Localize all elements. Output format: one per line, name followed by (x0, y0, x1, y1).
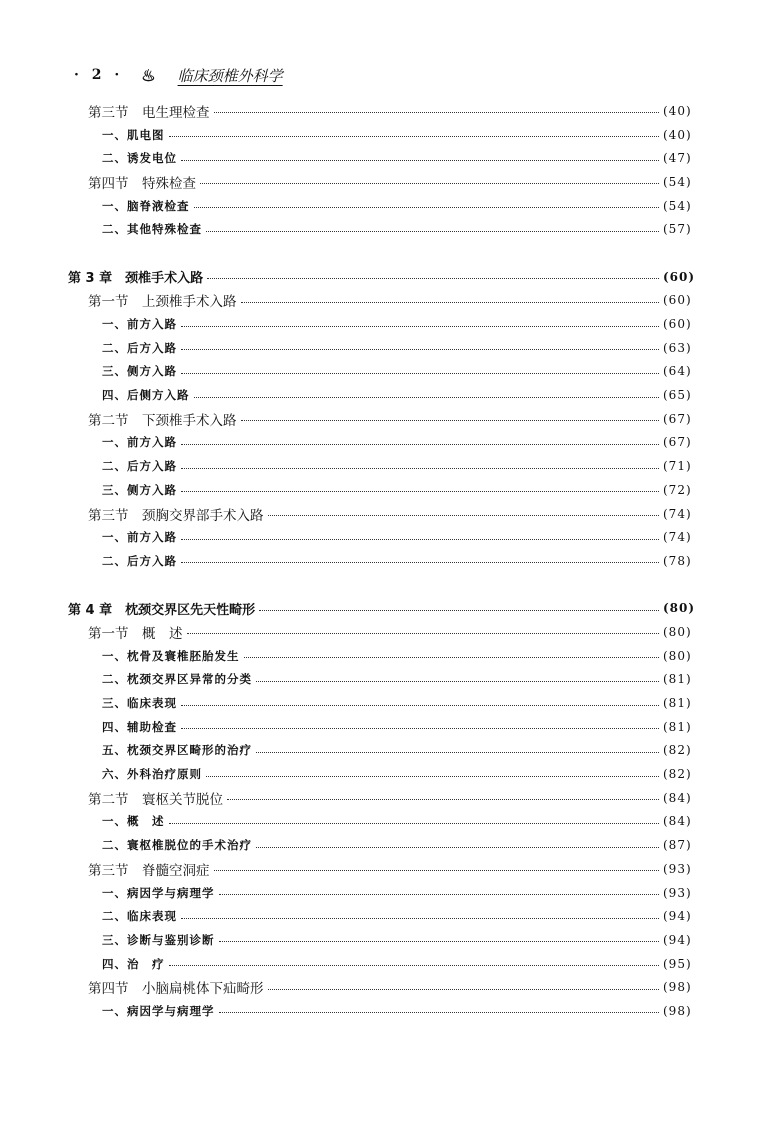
toc-item-entry[interactable] (0, 525, 697, 549)
toc-chapter-entry[interactable] (0, 596, 697, 620)
toc-item-entry[interactable] (0, 123, 697, 147)
entry-page-number: (40) (663, 103, 692, 118)
spacer (0, 241, 779, 265)
toc-item-entry[interactable] (0, 217, 697, 241)
dot-leader (181, 326, 659, 327)
toc-section-entry[interactable] (0, 407, 697, 431)
entry-title: 四、治 疗 (102, 956, 165, 971)
entry-page-number: (81) (663, 672, 692, 687)
entry-page-number: (94) (663, 932, 692, 947)
publisher-logo-icon: ♨ (141, 65, 156, 85)
entry-page-number: (47) (663, 151, 692, 166)
toc-item-entry[interactable] (0, 312, 697, 336)
toc-item-entry[interactable] (0, 833, 697, 857)
entry-page-number: (87) (663, 838, 692, 853)
dot-leader (256, 752, 659, 753)
entry-page-number: (82) (663, 767, 692, 782)
dot-leader (268, 515, 660, 516)
dot-leader (219, 941, 660, 942)
toc-item-entry[interactable] (0, 383, 697, 407)
entry-page-number: (80) (663, 601, 696, 616)
dot-leader (194, 207, 660, 208)
toc-chapter-entry[interactable] (0, 265, 697, 289)
toc-item-entry[interactable] (0, 691, 697, 715)
entry-title: 四、辅助检查 (102, 719, 177, 734)
entry-title: 一、前方入路 (102, 435, 177, 450)
entry-page-number: (71) (663, 459, 692, 474)
entry-page-number: (84) (663, 790, 692, 805)
entry-page-number: (57) (663, 222, 692, 237)
dot-leader (219, 1012, 660, 1013)
toc-section-entry[interactable] (0, 170, 697, 194)
entry-title: 第四节 特殊检查 (88, 172, 198, 192)
entry-title: 第 3 章 颈椎手术入路 (68, 267, 205, 286)
toc-item-entry[interactable] (0, 454, 697, 478)
toc-section-entry[interactable] (0, 786, 697, 810)
entry-page-number: (82) (663, 743, 692, 758)
dot-leader (241, 302, 660, 303)
entry-page-number: (63) (663, 340, 692, 355)
entry-title: 三、侧方入路 (102, 364, 177, 379)
toc-section-entry[interactable] (0, 502, 697, 526)
entry-page-number: (64) (663, 364, 692, 379)
entry-title: 一、病因学与病理学 (102, 885, 215, 900)
dot-leader (169, 823, 660, 824)
toc-item-entry[interactable] (0, 668, 697, 692)
entry-title: 二、寰枢椎脱位的手术治疗 (102, 838, 252, 853)
entry-title: 三、侧方入路 (102, 482, 177, 497)
toc-section-entry[interactable] (0, 975, 697, 999)
dot-leader (181, 491, 659, 492)
dot-leader (256, 847, 659, 848)
entry-title: 一、脑脊液检查 (102, 198, 190, 213)
dot-leader (181, 562, 659, 563)
entry-page-number: (98) (663, 980, 692, 995)
entry-title: 二、其他特殊检查 (102, 222, 202, 237)
toc-item-entry[interactable] (0, 881, 697, 905)
entry-title: 一、前方入路 (102, 530, 177, 545)
entry-title: 第 4 章 枕颈交界区先天性畸形 (68, 599, 257, 618)
entry-page-number: (98) (663, 1003, 692, 1018)
dot-leader (181, 444, 659, 445)
entry-page-number: (67) (663, 435, 692, 450)
toc-item-entry[interactable] (0, 549, 697, 573)
entry-title: 二、后方入路 (102, 459, 177, 474)
entry-title: 一、肌电图 (102, 127, 165, 142)
running-header (74, 62, 283, 88)
entry-title: 第三节 脊髓空洞症 (88, 859, 212, 879)
dot-leader (200, 183, 659, 184)
entry-title: 三、诊断与鉴别诊断 (102, 932, 215, 947)
toc-section-entry[interactable] (0, 99, 697, 123)
entry-page-number: (81) (663, 719, 692, 734)
entry-page-number: (67) (663, 411, 692, 426)
dot-leader (256, 681, 659, 682)
toc-item-entry[interactable] (0, 336, 697, 360)
dot-leader (219, 894, 660, 895)
entry-page-number: (72) (663, 482, 692, 497)
dot-leader (187, 633, 660, 634)
dot-leader (207, 278, 659, 279)
entry-title: 四、后侧方入路 (102, 388, 190, 403)
entry-page-number: (80) (663, 648, 692, 663)
dot-leader (214, 870, 660, 871)
entry-title: 第四节 小脑扁桃体下疝畸形 (88, 977, 266, 997)
toc-item-entry[interactable] (0, 999, 697, 1023)
entry-title: 第三节 颈胸交界部手术入路 (88, 504, 266, 524)
entry-page-number: (94) (663, 909, 692, 924)
toc-item-entry[interactable] (0, 952, 697, 976)
dot-leader (194, 397, 660, 398)
entry-page-number: (60) (663, 317, 692, 332)
dot-leader (227, 799, 659, 800)
entry-title: 一、病因学与病理学 (102, 1003, 215, 1018)
dot-leader (181, 349, 659, 350)
dot-leader (181, 539, 659, 540)
entry-title: 二、临床表现 (102, 909, 177, 924)
toc-item-entry[interactable] (0, 904, 697, 928)
entry-page-number: (93) (663, 885, 692, 900)
entry-page-number: (65) (663, 388, 692, 403)
book-title: 临床颈椎外科学 (177, 66, 283, 85)
entry-title: 第一节 上颈椎手术入路 (88, 290, 239, 310)
toc-item-entry[interactable] (0, 194, 697, 218)
spacer (0, 573, 779, 597)
dot-leader (268, 989, 660, 990)
entry-title: 一、枕骨及寰椎胚胎发生 (102, 648, 240, 663)
dot-leader (181, 728, 659, 729)
entry-title: 第三节 电生理检查 (88, 101, 212, 121)
toc-item-entry[interactable] (0, 146, 697, 170)
dot-leader (181, 160, 659, 161)
table-of-contents (0, 99, 779, 1023)
entry-page-number: (54) (663, 174, 692, 189)
toc-item-entry[interactable] (0, 715, 697, 739)
entry-title: 第二节 寰枢关节脱位 (88, 788, 225, 808)
dot-leader (169, 965, 660, 966)
entry-page-number: (81) (663, 696, 692, 711)
toc-item-entry[interactable] (0, 810, 697, 834)
entry-page-number: (60) (663, 293, 692, 308)
entry-title: 第二节 下颈椎手术入路 (88, 409, 239, 429)
toc-item-entry[interactable] (0, 739, 697, 763)
dot-leader (206, 231, 659, 232)
entry-page-number: (84) (663, 814, 692, 829)
toc-item-entry[interactable] (0, 478, 697, 502)
entry-page-number: (74) (663, 530, 692, 545)
entry-title: 第一节 概 述 (88, 622, 185, 642)
entry-title: 二、后方入路 (102, 340, 177, 355)
entry-page-number: (60) (663, 269, 696, 284)
page-number: · 2 · (74, 67, 124, 83)
entry-page-number: (95) (663, 956, 692, 971)
dot-leader (181, 468, 659, 469)
entry-title: 三、临床表现 (102, 696, 177, 711)
entry-title: 二、枕颈交界区异常的分类 (102, 672, 252, 687)
dot-leader (169, 136, 660, 137)
entry-page-number: (93) (663, 861, 692, 876)
entry-page-number: (80) (663, 624, 692, 639)
toc-section-entry[interactable] (0, 620, 697, 644)
toc-item-entry[interactable] (0, 431, 697, 455)
dot-leader (244, 657, 660, 658)
dot-leader (214, 112, 660, 113)
toc-section-entry[interactable] (0, 857, 697, 881)
entry-title: 二、后方入路 (102, 553, 177, 568)
dot-leader (259, 610, 659, 611)
entry-title: 一、概 述 (102, 814, 165, 829)
entry-title: 六、外科治疗原则 (102, 767, 202, 782)
dot-leader (241, 420, 660, 421)
dot-leader (206, 776, 659, 777)
entry-page-number: (40) (663, 127, 692, 142)
dot-leader (181, 373, 659, 374)
dot-leader (181, 918, 659, 919)
entry-page-number: (54) (663, 198, 692, 213)
toc-item-entry[interactable] (0, 360, 697, 384)
entry-page-number: (74) (663, 506, 692, 521)
entry-title: 二、诱发电位 (102, 151, 177, 166)
dot-leader (181, 705, 659, 706)
toc-item-entry[interactable] (0, 644, 697, 668)
entry-title: 五、枕颈交界区畸形的治疗 (102, 743, 252, 758)
entry-page-number: (78) (663, 553, 692, 568)
toc-item-entry[interactable] (0, 762, 697, 786)
entry-title: 一、前方入路 (102, 317, 177, 332)
toc-section-entry[interactable] (0, 289, 697, 313)
toc-item-entry[interactable] (0, 928, 697, 952)
